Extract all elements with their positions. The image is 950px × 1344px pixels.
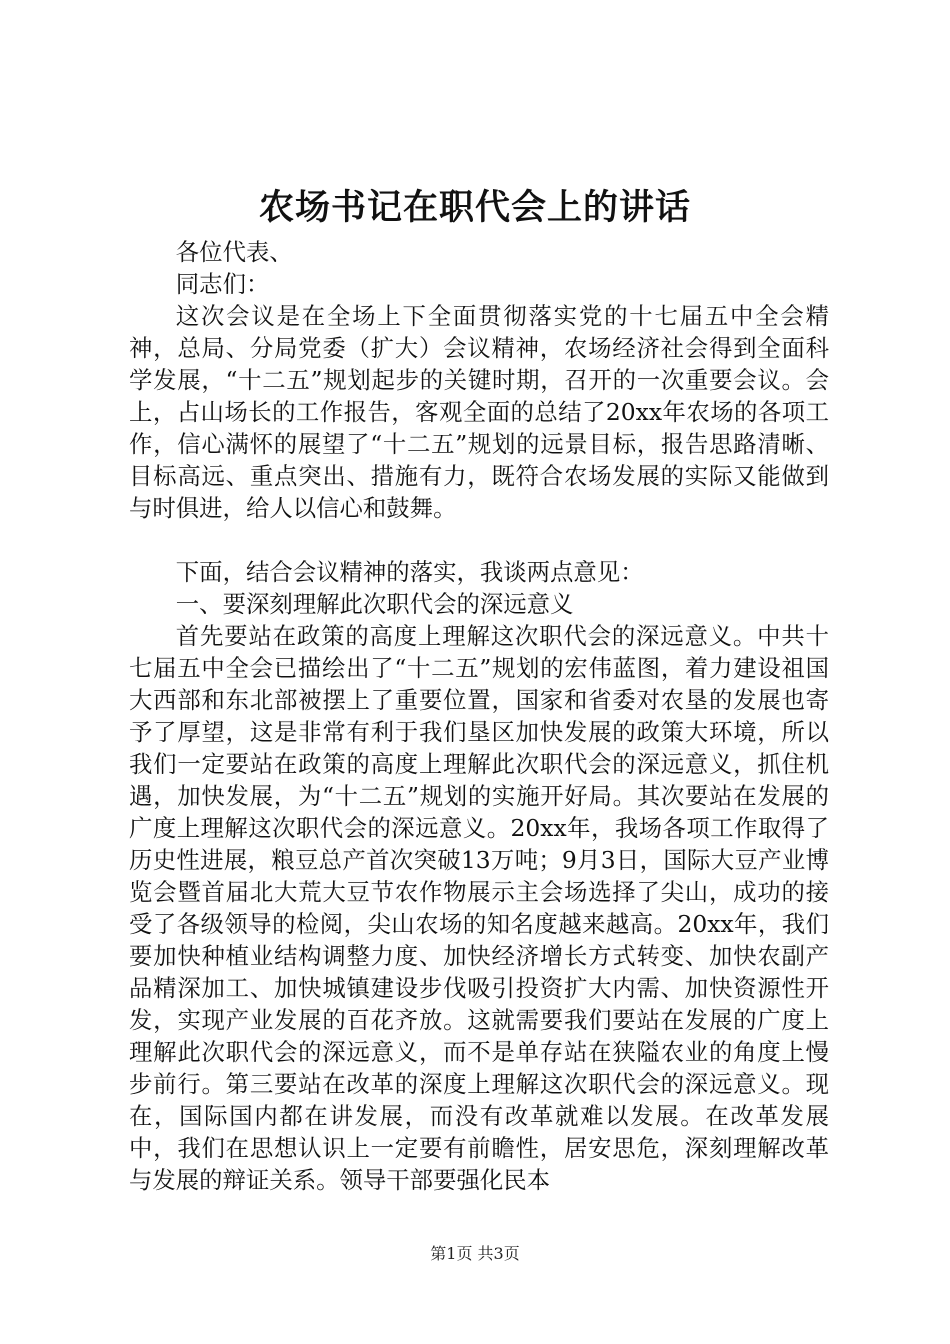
salutation-line: 同志们：: [175, 270, 270, 298]
paragraph: 下面，结合会议精神的落实，我谈两点意见：: [175, 558, 644, 586]
salutation-line: 各位代表、: [175, 238, 293, 266]
page-number-footer: 第1页 共3页: [430, 1244, 520, 1263]
paragraph: 首先要站在政策的高度上理解这次职代会的深远意义。中共十七届五中全会已描绘出了“十二五”规划的宏伟蓝图，着力建设祖国大西部和东北部被摆上了重要位置，国家和省委对农垦的发展也寄予了厚望，这是非常有利于我们垦区加快发展的政策大环境，所以我们一定要站在政策的高度上理解此次职代会的深远意义，抓住机遇，加快发展，为“十二五”规划的实施开好局。其次要站在发展的广度上理解这次职代会的深远意义。20xx年，我场各项工作取得了历史性进展，粮豆总产首次突破13万吨；9月3日，国际大豆产业博览会暨首届北大荒大豆节农作物展示主会场选择了尖山，成功的接受了各级领导的检阅，尖山农场的知名度越来越高。20xx年，我们要加快种植业结构调整力度、加快经济增长方式转变、加快农副产品精深加工、加快城镇建设步伐吸引投资扩大内需、加快资源性开发，实现产业发展的百花齐放。这就需要我们要站在发展的广度上理解此次职代会的深远意义，而不是单存站在狭隘农业的角度上慢步前行。第三要站在改革的深度上理解这次职代会的深远意义。现在，国际国内都在讲发展，而没有改革就难以发展。在改革发展中，我们在思想认识上一定要有前瞻性，居安思危，深刻理解改革与发展的辩证关系。领导干部要强化民本: [129, 622, 829, 1194]
paragraph: 这次会议是在全场上下全面贯彻落实党的十七届五中全会精神，总局、分局党委（扩大）会议精神，农场经济社会得到全面科学发展，“十二五”规划起步的关键时期，召开的一次重要会议。会上，占山场长的工作报告，客观全面的总结了20xx年农场的各项工作，信心满怀的展望了“十二五”规划的远景目标，报告思路清晰、目标高远、重点突出、措施有力，既符合农场发展的实际又能做到与时俱进，给人以信心和鼓舞。: [129, 302, 829, 522]
section-heading: 一、要深刻理解此次职代会的深远意义: [175, 590, 574, 618]
document-body: [129, 236, 829, 1196]
document-title: 农场书记在职代会上的讲话: [258, 187, 691, 228]
